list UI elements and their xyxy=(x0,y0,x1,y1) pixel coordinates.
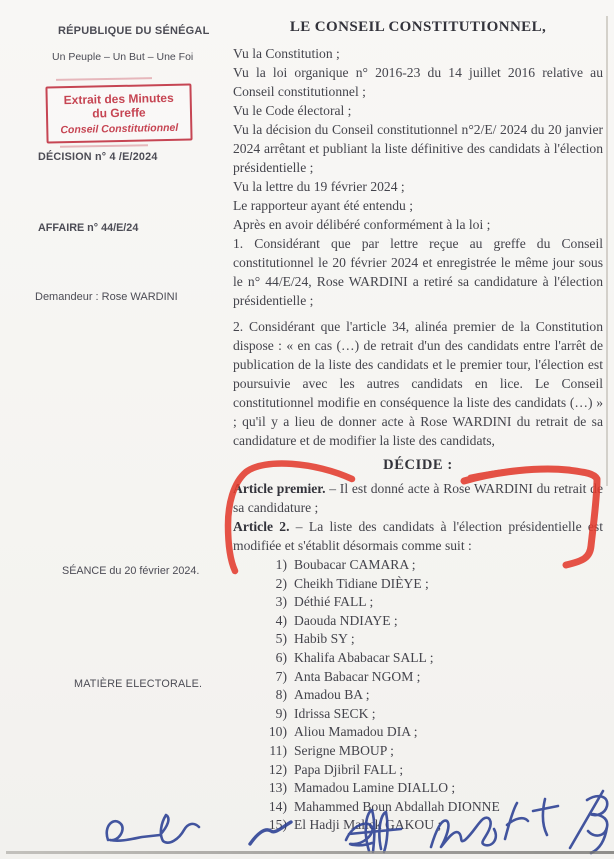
session-date: SÉANCE du 20 février 2024. xyxy=(62,565,200,577)
candidate-number: 7) xyxy=(275,668,287,684)
visa-line: Vu la Constitution ; xyxy=(233,46,340,61)
candidate-name: Déthié FALL ; xyxy=(294,594,374,610)
candidate-number: 2) xyxy=(275,575,287,591)
candidate-number: 8) xyxy=(275,687,287,703)
candidate-name: Daouda NDIAYE ; xyxy=(294,612,398,628)
candidate-number: 5) xyxy=(275,631,287,647)
candidate-row xyxy=(263,761,603,780)
candidate-row xyxy=(263,668,603,687)
candidate-list xyxy=(263,556,603,835)
candidate-number: 3) xyxy=(275,594,287,610)
candidate-name: Cheikh Tidiane DIÈYE ; xyxy=(294,575,429,591)
stamp-edge-artifact xyxy=(60,144,148,148)
stamp-edge-artifact xyxy=(56,77,152,81)
visa-line: Vu le Code électoral ; xyxy=(233,103,352,118)
candidate-name: Aliou Mamadou DIA ; xyxy=(294,724,418,740)
candidate-number: 15) xyxy=(268,817,287,833)
candidate-row xyxy=(263,779,603,798)
scan-edge-line xyxy=(606,16,608,486)
stamp-line3: Conseil Constitutionnel xyxy=(60,121,179,137)
stamp-line2: du Greffe xyxy=(92,105,146,121)
visa-line: Vu la décision du Conseil constitutionnel n°2/E/ 2024 du 20 janvier 2024 arrêtant et publiant la liste définitive des candidats à l'élection présidentielle ; xyxy=(233,122,603,175)
candidate-number: 12) xyxy=(268,761,287,777)
document-body xyxy=(233,18,603,835)
candidate-row xyxy=(263,630,603,649)
decision-number: DÉCISION n° 4 /E/2024 xyxy=(38,151,158,163)
candidate-row xyxy=(263,556,603,575)
visa-line: Vu la lettre du 19 février 2024 ; xyxy=(233,179,405,194)
candidate-name: Amadou BA ; xyxy=(294,687,370,703)
candidate-name: El Hadji Malick GAKOU ; xyxy=(294,817,442,833)
article-2-label: Article 2. xyxy=(233,519,290,534)
candidate-name: Idrissa SECK ; xyxy=(294,705,376,721)
matter-type: MATIÈRE ELECTORALE. xyxy=(74,678,203,690)
candidate-number: 10) xyxy=(268,724,287,740)
candidate-number: 9) xyxy=(275,705,287,721)
article-1-text: – Il est donné acte à Rose WARDINI du retrait de sa candidature ; xyxy=(233,481,603,515)
article-1-label: Article premier. xyxy=(233,481,326,496)
stamp-line1: Extrait des Minutes xyxy=(63,90,174,108)
candidate-row xyxy=(263,593,603,612)
candidate-row xyxy=(263,723,603,742)
candidate-name: Boubacar CAMARA ; xyxy=(294,557,416,572)
visa-line: Vu la loi organique n° 2016-23 du 14 juillet 2016 relative au Conseil constitutionnel ; xyxy=(233,65,603,99)
scan-bottom-line xyxy=(6,851,614,854)
article-2 xyxy=(233,517,603,555)
visa-line: Le rapporteur ayant été entendu ; xyxy=(233,198,414,213)
candidate-row xyxy=(263,742,603,761)
candidate-row xyxy=(263,686,603,705)
visa-line: Après en avoir délibéré conformément à la loi ; xyxy=(233,217,491,232)
candidate-name: Habib SY ; xyxy=(294,631,355,647)
candidate-name: Mamadou Lamine DIALLO ; xyxy=(294,780,456,796)
candidate-name: Serigne MBOUP ; xyxy=(294,742,394,758)
candidate-number: 14) xyxy=(268,798,287,814)
candidate-number: 1) xyxy=(275,557,287,572)
document-margin-column xyxy=(0,0,225,859)
candidate-name: Mahammed Boun Abdallah DIONNE xyxy=(294,798,500,814)
decide-heading: DÉCIDE : xyxy=(383,457,453,473)
considerant-1: 1. Considérant que par lettre reçue au greffe du Conseil constitutionnel le 20 février 2024 et enregistrée le même jour sous le n° 44/E/24, Rose WARDINI a retiré sa candidature à l'élection présidentielle ; xyxy=(233,236,603,308)
candidate-row xyxy=(263,612,603,631)
petitioner-line: Demandeur : Rose WARDINI xyxy=(35,291,178,303)
candidate-number: 11) xyxy=(269,742,287,758)
candidate-name: Papa Djibril FALL ; xyxy=(294,761,404,777)
candidate-row xyxy=(263,705,603,724)
national-motto: Un Peuple – Un But – Une Foi xyxy=(52,51,194,63)
candidate-name: Khalifa Ababacar SALL ; xyxy=(294,649,434,665)
case-number: AFFAIRE n° 44/E/24 xyxy=(38,222,139,234)
considerant-2: 2. Considérant que l'article 34, alinéa premier de la Constitution dispose : « en cas (…) de retrait d'un des candidats entre l'arrêt de publication de la liste des candidats et le premier tour, l'élection est poursuivie avec les autres candidats en lice. Le Conseil constitutionnel modifie en conséquence la liste des candidats (…) » ; qu'il y a lieu de donner acte à Rose WARDINI du retrait de sa candidature et de modifier la liste des candidats, xyxy=(233,319,603,448)
candidate-number: 6) xyxy=(275,649,287,665)
article-2-text: – La liste des candidats à l'élection présidentielle est modifiée et s'établit désormais comme suit : xyxy=(233,519,603,553)
republic-header: RÉPUBLIQUE DU SÉNÉGAL xyxy=(58,25,210,37)
candidate-row xyxy=(263,798,603,817)
candidate-row xyxy=(263,575,603,594)
candidate-number: 13) xyxy=(268,780,287,796)
greffe-stamp xyxy=(45,83,192,143)
candidate-name: Anta Babacar NGOM ; xyxy=(294,668,421,684)
article-1 xyxy=(233,479,603,517)
candidate-row xyxy=(263,816,603,835)
candidate-number: 4) xyxy=(275,612,287,628)
candidate-row xyxy=(263,649,603,668)
document-title: LE CONSEIL CONSTITUTIONNEL, xyxy=(289,19,547,35)
